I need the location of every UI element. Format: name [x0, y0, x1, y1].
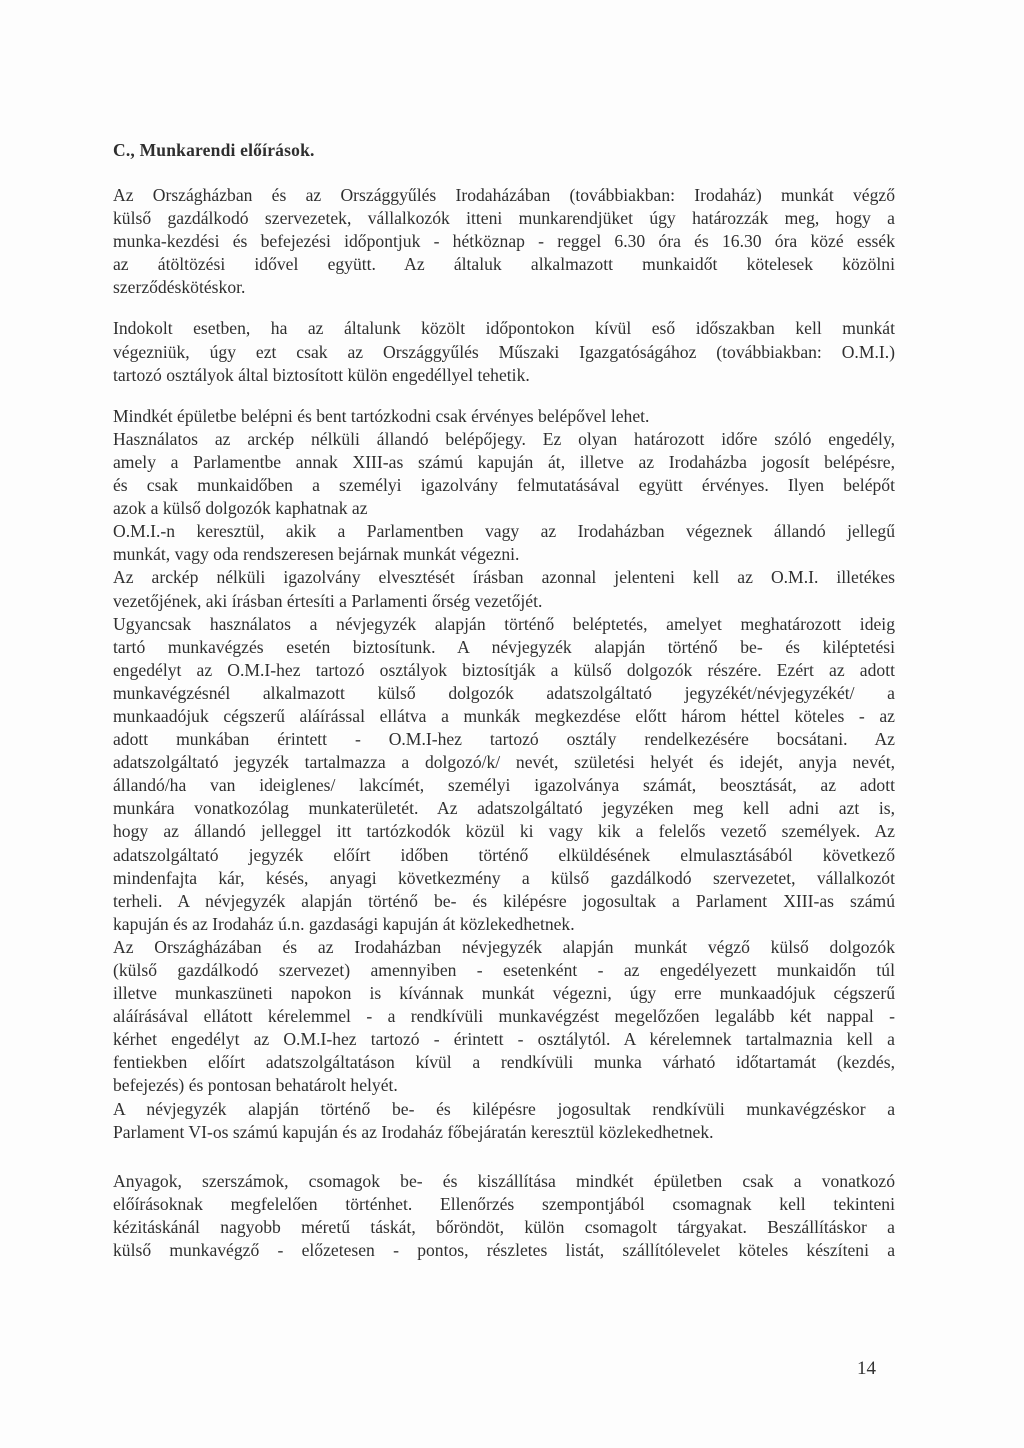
text-line: Az Országházában és az Irodaházban névjegyzék alapján munkát végző külső dolgozók — [113, 936, 895, 957]
text-line: Indokolt esetben, ha az általunk közölt időpontokon kívül eső időszakban kell munkát — [113, 318, 895, 339]
text-line: vezetőjének, aki írásban értesíti a Parlamenti őrség vezetőjét. — [113, 590, 543, 611]
text-line: mindenfajta kár, késés, anyagi következmény a külső gazdálkodó szervezetet, vállalkozót — [113, 867, 895, 888]
text-line: azok a külső dolgozók kaphatnak az — [113, 498, 368, 519]
text-line: befejezés) és pontosan behatárolt helyét. — [113, 1075, 398, 1096]
text-line: előírásoknak megfelelően történhet. Ellenőrzés szempontjából csomagnak kell tekinteni — [113, 1193, 895, 1214]
text-line: tartozó osztályok által biztosított külön engedéllyel tehetik. — [113, 364, 530, 385]
text-line: Az Országházban és az Országgyűlés Irodaházában (továbbiakban: Irodaház) munkát végző — [113, 185, 895, 205]
text-line: amely a Parlamentbe annak XIII-as számú kapuján át, illetve az Irodaházba jogosít belépésre, — [113, 451, 895, 472]
text-line: Parlament VI-os számú kapuján és az Irodaház főbejáratán keresztül közlekedhetnek. — [113, 1121, 714, 1142]
text-line: kapuján és az Irodaház ú.n. gazdasági kapuján át közlekedhetnek. — [113, 913, 575, 934]
text-line: hogy az állandó jelleggel itt tartózkodók közül ki vagy kik a felelős vezető személyek. Az — [113, 821, 895, 842]
text-line: munkát, vagy oda rendszeresen bejárnak munkát végezni. — [113, 544, 520, 565]
document-body — [113, 138, 895, 1262]
text-line: kérhet engedélyt az O.M.I-hez tartozó - érintett - osztálytól. A kérelemnek tartalmaznia kell a — [113, 1029, 895, 1050]
text-line: munka-kezdési és befejezési időpontjuk - hétköznap - reggel 6.30 óra és 16.30 óra közé essék — [113, 231, 895, 252]
text-line: tartó munkavégzés esetén biztosítunk. A névjegyzék alapján történő be- és kiléptetési — [113, 636, 895, 657]
text-line: állandó/ha van ideiglenes/ lakcímét, személyi igazolványa számát, beosztását, az adott — [113, 775, 895, 796]
text-line: adatszolgáltató jegyzék előírt időben történő elküldésének elmulasztásából következő — [113, 844, 895, 865]
text-line: munkára vonatkozólag munkaterületét. Az adatszolgáltató jegyzéken meg kell adni azt is, — [113, 798, 895, 819]
text-line: Az arckép nélküli igazolvány elvesztését írásban azonnal jelenteni kell az O.M.I. illetékes — [113, 567, 895, 588]
text-line: külső gazdálkodó szervezetek, vállalkozók itteni munkarendjüket úgy határozzák meg, hogy a — [113, 208, 895, 229]
text-line: adott munkában érintett - O.M.I-hez tartozó osztály rendelkezésére bocsátani. Az — [113, 729, 895, 750]
section-heading: C., Munkarendi előírások. — [113, 140, 315, 160]
page-number: 14 — [857, 1358, 876, 1379]
text-line: A névjegyzék alapján történő be- és kilépésre jogosultak rendkívüli munkavégzéskor a — [113, 1098, 895, 1119]
text-line: O.M.I.-n keresztül, akik a Parlamentben vagy az Irodaházban végeznek állandó jellegű — [113, 521, 895, 542]
paragraph-entry-permits — [113, 405, 895, 1144]
text-line: külső munkavégző - előzetesen - pontos, részletes listát, szállítólevelet köteles készíteni a — [113, 1240, 895, 1261]
text-line: kézitáskánál nagyobb méretű táskát, bőröndöt, külön csomagolt tárgyakat. Beszállításkor a — [113, 1216, 895, 1237]
text-line: (külső gazdálkodó szervezet) amennyiben - esetenként - az engedélyezett munkaidőn túl — [113, 960, 895, 980]
text-line: aláírásával ellátott kérelemmel - a rendkívüli munkavégzést megelőzően legalább két nappal - — [113, 1006, 895, 1027]
text-line: Anyagok, szerszámok, csomagok be- és kiszállítása mindkét épületben csak a vonatkozó — [113, 1170, 895, 1191]
text-line: az átöltözési idővel együtt. Az általuk alkalmazott munkaidőt kötelesek közölni — [113, 254, 895, 275]
text-line: Mindkét épületbe belépni és bent tartózkodni csak érvényes belépővel lehet. — [113, 405, 650, 426]
text-line: végezniük, úgy ezt csak az Országgyűlés Műszaki Igazgatóságához (továbbiakban: O.M.I.) — [113, 341, 895, 362]
text-line: Használatos az arckép nélküli állandó belépőjegy. Ez olyan határozott időre szóló engedély, — [113, 428, 895, 449]
text-line: adatszolgáltató jegyzék tartalmazza a dolgozó/k/ nevét, születési helyét és idejét, anyja nevét, — [113, 752, 895, 773]
paragraph-exceptional-hours — [113, 317, 895, 386]
text-line: munkavégzésnél alkalmazott külső dolgozók adatszolgáltató jegyzékét/névjegyzékét/ a — [113, 682, 895, 703]
text-line: és csak munkaidőben a személyi igazolvány felmutatásával együtt érvényes. Ilyen belépőt — [113, 475, 895, 496]
paragraph-work-schedule — [113, 184, 895, 299]
text-line: illetve munkaszüneti napokon is kívánnak munkát végezni, úgy erre munkaadójuk cégszerű — [113, 983, 895, 1004]
text-line: Ugyancsak használatos a névjegyzék alapján történő beléptetés, amelyet meghatározott ideig — [113, 613, 895, 634]
text-line: engedélyt az O.M.I-hez tartozó osztályok biztosítják a külső dolgozók részére. Ezért az adott — [113, 659, 895, 680]
text-line: munkaadójuk cégszerű aláírással ellátva a munkák megkezdése előtt három héttel köteles - az — [113, 705, 895, 726]
paragraph-materials-transport — [113, 1170, 895, 1262]
text-line: fentiekben előírt adatszolgáltatáson kívül a rendkívüli munka várható időtartamát (kezdés, — [113, 1052, 895, 1073]
text-line: szerződéskötéskor. — [113, 277, 246, 298]
text-line: terheli. A névjegyzék alapján történő be- és kilépésre jogosultak a Parlament XIII-as számú — [113, 890, 895, 911]
